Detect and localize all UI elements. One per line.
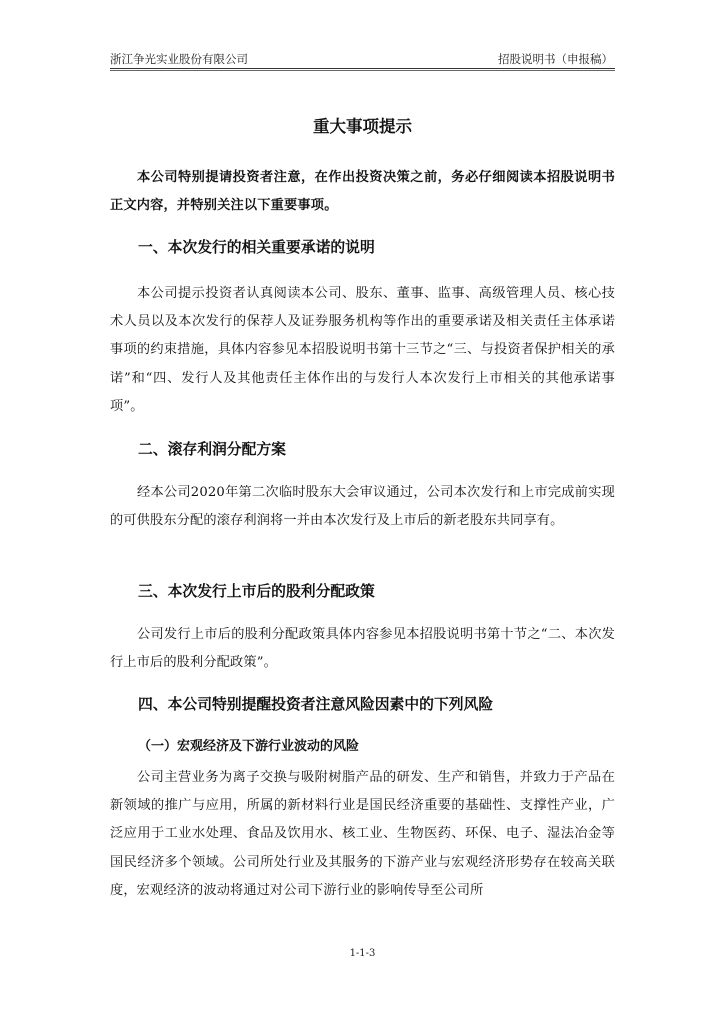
- header-rule-thick: [110, 68, 615, 69]
- section-4-subheading: （一）宏观经济及下游行业波动的风险: [138, 739, 360, 754]
- section-3-heading: 三、本次发行上市后的股利分配政策: [138, 583, 375, 600]
- header-document-type: 招股说明书（申报稿）: [498, 52, 613, 66]
- section-4-paragraph: 公司主营业务为离子交换与吸附树脂产品的研发、生产和销售，并致力于产品在新领域的推广与应用，所属的新材料行业是国民经济重要的基础性、支撑性产业，广泛应用于工业水处理、食品及饮用水、核工业、生物医药、环保、电子、湿法冶金等国民经济多个领域。公司所处行业及其服务的下游产业与宏观经济形势存在较高关联度，宏观经济的波动将通过对公司下游行业的影响传导至公司所: [110, 770, 615, 898]
- intro-paragraph: 本公司特别提请投资者注意，在作出投资决策之前，务必仔细阅读本招股说明书正文内容，并特别关注以下重要事项。: [110, 170, 615, 213]
- header-rule-thin: [110, 70, 615, 71]
- section-4-heading: 四、本公司特别提醒投资者注意风险因素中的下列风险: [138, 696, 494, 713]
- section-2-paragraph: 经本公司2020年第二次临时股东大会审议通过，公司本次发行和上市完成前实现的可供股东分配的滚存利润将一并由本次发行及上市后的新老股东共同享有。: [110, 485, 615, 529]
- section-2-heading: 二、滚存利润分配方案: [138, 441, 286, 458]
- section-3-paragraph: 公司发行上市后的股利分配政策具体内容参见本招股说明书第十节之“二、本次发行上市后的股利分配政策”。: [110, 627, 615, 671]
- page-title: 重大事项提示: [313, 117, 412, 136]
- header-company-name: 浙江争光实业股份有限公司: [110, 52, 248, 66]
- section-1-paragraph: 本公司提示投资者认真阅读本公司、股东、董事、监事、高级管理人员、核心技术人员以及本次发行的保荐人及证券服务机构等作出的重要承诺及相关责任主体承诺事项的约束措施，具体内容参见本招股说明书第十三节之“三、与投资者保护相关的承诺”和“四、发行人及其他责任主体作出的与发行人本次发行上市相关的其他承诺事项”。: [110, 286, 615, 414]
- page-header: [110, 51, 615, 67]
- section-1-heading: 一、本次发行的相关重要承诺的说明: [138, 239, 375, 256]
- page-number: 1-1-3: [349, 948, 376, 959]
- document-page: [110, 0, 615, 1024]
